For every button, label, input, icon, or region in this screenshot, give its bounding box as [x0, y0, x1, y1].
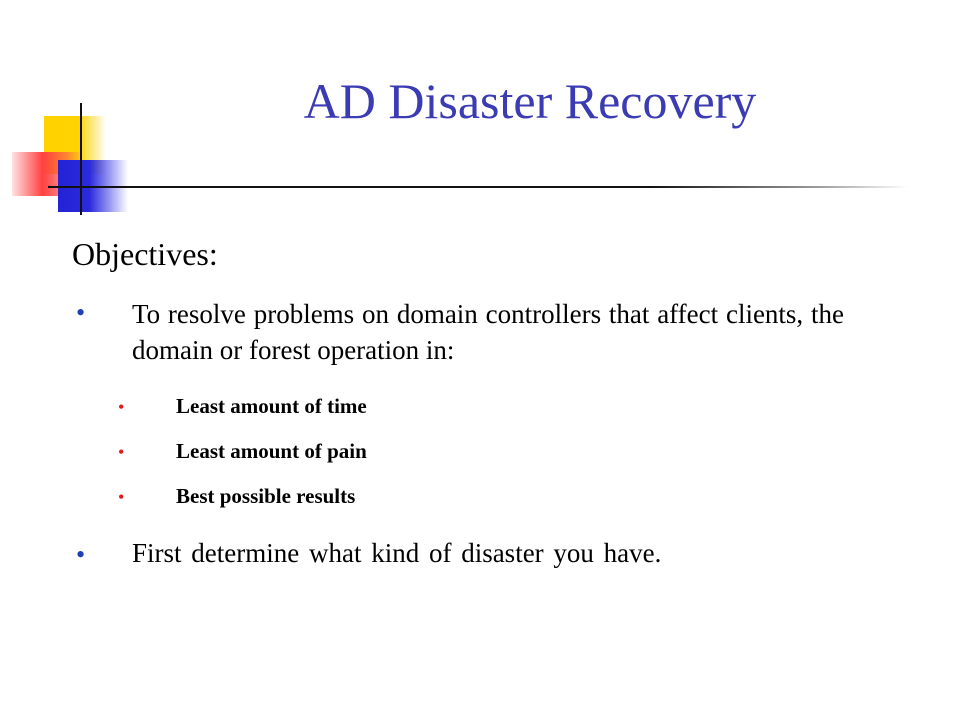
bullet-icon: •: [76, 540, 86, 569]
sub-bullet-least-time: Least amount of time: [176, 394, 367, 418]
slide-title: AD Disaster Recovery: [303, 73, 757, 129]
sub-bullet-icon: •: [118, 397, 125, 417]
objectives-heading: Objectives:: [72, 236, 218, 272]
sub-bullet-icon: •: [118, 442, 125, 462]
title-underline: [48, 186, 908, 188]
sub-bullet-least-pain: Least amount of pain: [176, 439, 367, 463]
slide-logo-decoration: [0, 0, 140, 230]
bullet-text-determine-disaster: First determine what kind of disaster you have.: [132, 538, 662, 568]
sub-bullet-icon: •: [118, 487, 125, 507]
bullet-icon: •: [76, 298, 86, 327]
bullet-text-objective: To resolve problems on domain controllers that affect clients, the domain or forest operation in:: [132, 299, 844, 365]
sub-bullet-best-results: Best possible results: [176, 484, 356, 508]
logo-vertical-line: [80, 103, 82, 215]
